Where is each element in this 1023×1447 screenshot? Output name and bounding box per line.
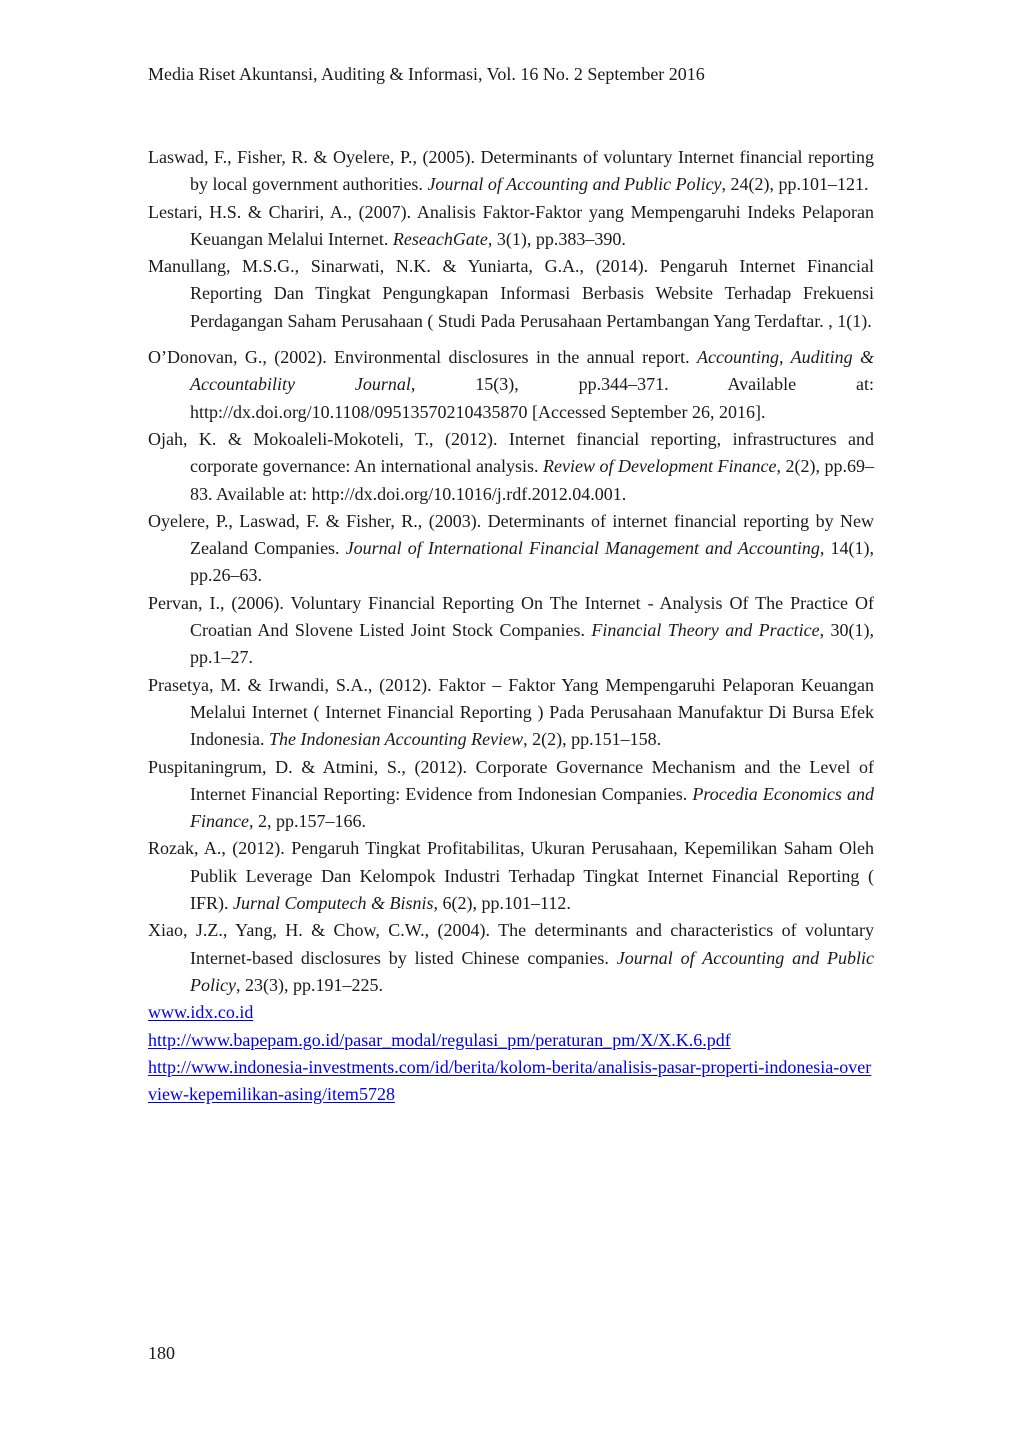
reference-details: , 2, pp.157–166. <box>248 811 366 832</box>
reference-text: O’Donovan, G., (2002). Environmental disclosures in the annual report. <box>148 347 698 368</box>
reference-text: Manullang, M.S.G., Sinarwati, N.K. & Yuniarta, G.A., (2014). Pengaruh Internet Financial Reporting Dan Tingkat Pengungkapan Informasi Berbasis Website Terhadap Frekuensi Perdagangan Saham Perusahaan ( Studi Pada Perusahaan Pertambangan Yang Terdaftar. , 1(1). <box>148 256 874 331</box>
reference-details: , 15(3), pp.344–371. Available at: http://dx.doi.org/10.1108/09513570210435870 [Accessed September 26, 2016]. <box>190 374 875 422</box>
reference-journal: Journal of International Financial Management and Accounting <box>345 538 820 559</box>
reference-entry <box>148 144 874 199</box>
page-number: 180 <box>148 1343 175 1363</box>
reference-text: Rozak, A., (2012). Pengaruh Tingkat Profitabilitas, Ukuran Perusahaan, Kepemilikan Saham Oleh Publik Leverage Dan Kelompok Industri Terhadap Tingkat Internet Financial Reporting ( IFR). <box>148 838 874 914</box>
reference-details: , 2(2), pp.69–83. Available at: http://dx.doi.org/10.1016/j.rdf.2012.04.001. <box>190 456 874 504</box>
reference-entry <box>148 253 874 335</box>
reference-entry <box>148 672 874 754</box>
reference-entry <box>148 199 874 254</box>
reference-journal: Review of Development Finance <box>542 456 777 477</box>
reference-journal: Procedia Economics and Finance <box>190 783 874 832</box>
reference-journal: Financial Theory and Practice <box>591 620 820 641</box>
reference-details: , 6(2), pp.101–112. <box>433 893 571 914</box>
reference-entry <box>148 344 874 426</box>
web-link[interactable]: www.idx.co.id <box>148 1002 254 1023</box>
reference-details: , 2(2), pp.151–158. <box>523 729 662 750</box>
reference-details: , 24(2), pp.101–121. <box>721 174 869 195</box>
reference-entry <box>148 754 874 836</box>
reference-text: Laswad, F., Fisher, R. & Oyelere, P., (2005). Determinants of voluntary Internet financial reporting by local government authorities. <box>148 147 874 195</box>
reference-text: Xiao, J.Z., Yang, H. & Chow, C.W., (2004). The determinants and characteristics of voluntary Internet-based disclosures by listed Chinese companies. <box>148 920 874 968</box>
reference-entry <box>148 835 874 917</box>
reference-journal: Jurnal Computech & Bisnis <box>233 893 434 914</box>
web-link[interactable]: http://www.indonesia-investments.com/id/berita/kolom-berita/analisis-pasar-properti-indonesia-overview-kepemilikan-asing/item5728 <box>148 1056 872 1105</box>
reference-journal: Journal of Accounting and Public Policy <box>190 947 874 995</box>
reference-entry <box>148 917 874 999</box>
reference-entry <box>148 508 874 590</box>
reference-list <box>148 144 874 1108</box>
reference-text: Ojah, K. & Mokoaleli-Mokoteli, T., (2012). Internet financial reporting, infrastructures and corporate governance: An international analysis. <box>148 428 874 477</box>
reference-details: , 3(1), pp.383–390. <box>487 228 626 249</box>
reference-text: Pervan, I., (2006). Voluntary Financial Reporting On The Internet - Analysis Of The Practice Of Croatian And Slovene Listed Joint Stock Companies. <box>148 592 874 641</box>
reference-journal: Accounting, Auditing & Accountability Journal <box>190 347 874 395</box>
reference-journal: The Indonesian Accounting Review <box>268 729 524 750</box>
reference-text: Lestari, H.S. & Chariri, A., (2007). Analisis Faktor-Faktor yang Mempengaruhi Indeks Pelaporan Keuangan Melalui Internet. <box>148 201 874 249</box>
reference-details: , 14(1), pp.26–63. <box>190 538 874 586</box>
reference-details: , 23(3), pp.191–225. <box>235 974 383 995</box>
reference-journal: Journal of Accounting and Public Policy <box>427 174 722 195</box>
web-link[interactable]: http://www.bapepam.go.id/pasar_modal/regulasi_pm/peraturan_pm/X/X.K.6.pdf <box>148 1029 731 1050</box>
reference-details: , 30(1), pp.1–27. <box>190 620 874 668</box>
reference-journal: ReseachGate <box>392 228 488 249</box>
reference-text: Oyelere, P., Laswad, F. & Fisher, R., (2003). Determinants of internet financial reporting by New Zealand Companies. <box>148 510 874 559</box>
reference-text: Puspitaningrum, D. & Atmini, S., (2012). Corporate Governance Mechanism and the Level of Internet Financial Reporting: Evidence from Indonesian Companies. <box>148 756 874 804</box>
reference-entry <box>148 426 874 508</box>
reference-entry <box>148 590 874 672</box>
running-header: Media Riset Akuntansi, Auditing & Informasi, Vol. 16 No. 2 September 2016 <box>148 64 705 84</box>
web-link-list <box>148 999 874 1108</box>
reference-text: Prasetya, M. & Irwandi, S.A., (2012). Faktor – Faktor Yang Mempengaruhi Pelaporan Keuangan Melalui Internet ( Internet Financial Reporting ) Pada Perusahaan Manufaktur Di Bursa Efek Indonesia. <box>148 674 874 750</box>
